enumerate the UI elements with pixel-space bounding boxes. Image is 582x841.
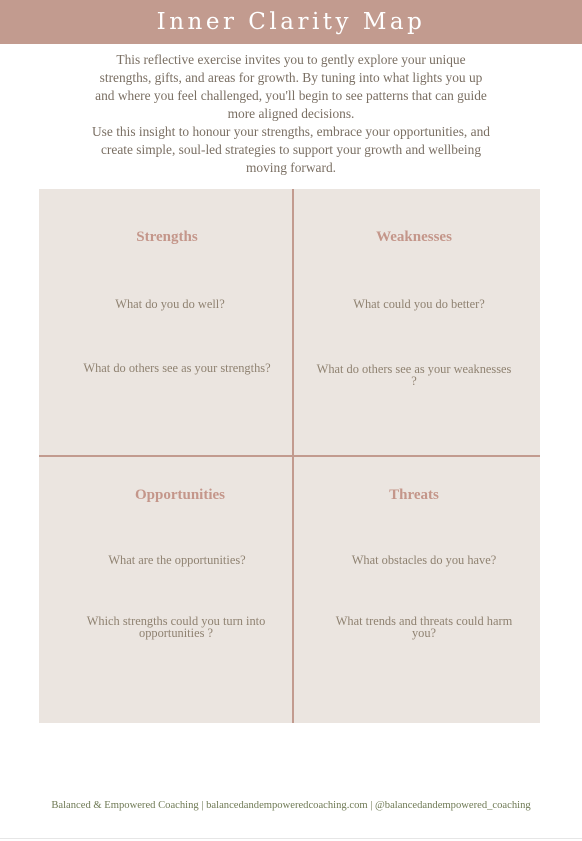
intro-text <box>92 51 490 177</box>
intro-paragraph-2: Use this insight to honour your strengths, embrace your opportunities, and create simple, soul-led strategies to support your growth and wellbeing moving forward. <box>92 124 490 175</box>
threats-heading: Threats <box>389 487 439 503</box>
weaknesses-question-1: What could you do better? <box>353 297 485 311</box>
opportunities-question-2: Which strengths could you turn into opportunities ? <box>86 614 266 640</box>
grid-horizontal-divider <box>39 455 540 457</box>
opportunities-question-1: What are the opportunities? <box>108 553 246 567</box>
strengths-question-2: What do others see as your strengths? <box>83 361 271 375</box>
footer-contact: Balanced & Empowered Coaching | balancedandempoweredcoaching.com | @balancedandempowered_coaching <box>51 800 531 811</box>
page-title: Inner Clarity Map <box>156 9 426 35</box>
weaknesses-question-2: What do others see as your weaknesses ? <box>316 362 512 388</box>
footer-divider <box>0 838 582 839</box>
strengths-heading: Strengths <box>136 229 198 245</box>
opportunities-heading: Opportunities <box>134 487 225 503</box>
strengths-question-1: What do you do well? <box>115 297 225 311</box>
threats-question-1: What obstacles do you have? <box>351 553 497 567</box>
weaknesses-heading: Weaknesses <box>376 229 452 245</box>
threats-question-2: What trends and threats could harm you? <box>335 614 513 640</box>
header-banner <box>0 0 582 44</box>
intro-paragraph-1: This reflective exercise invites you to gently explore your unique strengths, gifts, and areas for growth. By tuning into what lights you up and where you feel challenged, you'll begin to see patterns that can guide more aligned decisions. <box>95 52 487 121</box>
